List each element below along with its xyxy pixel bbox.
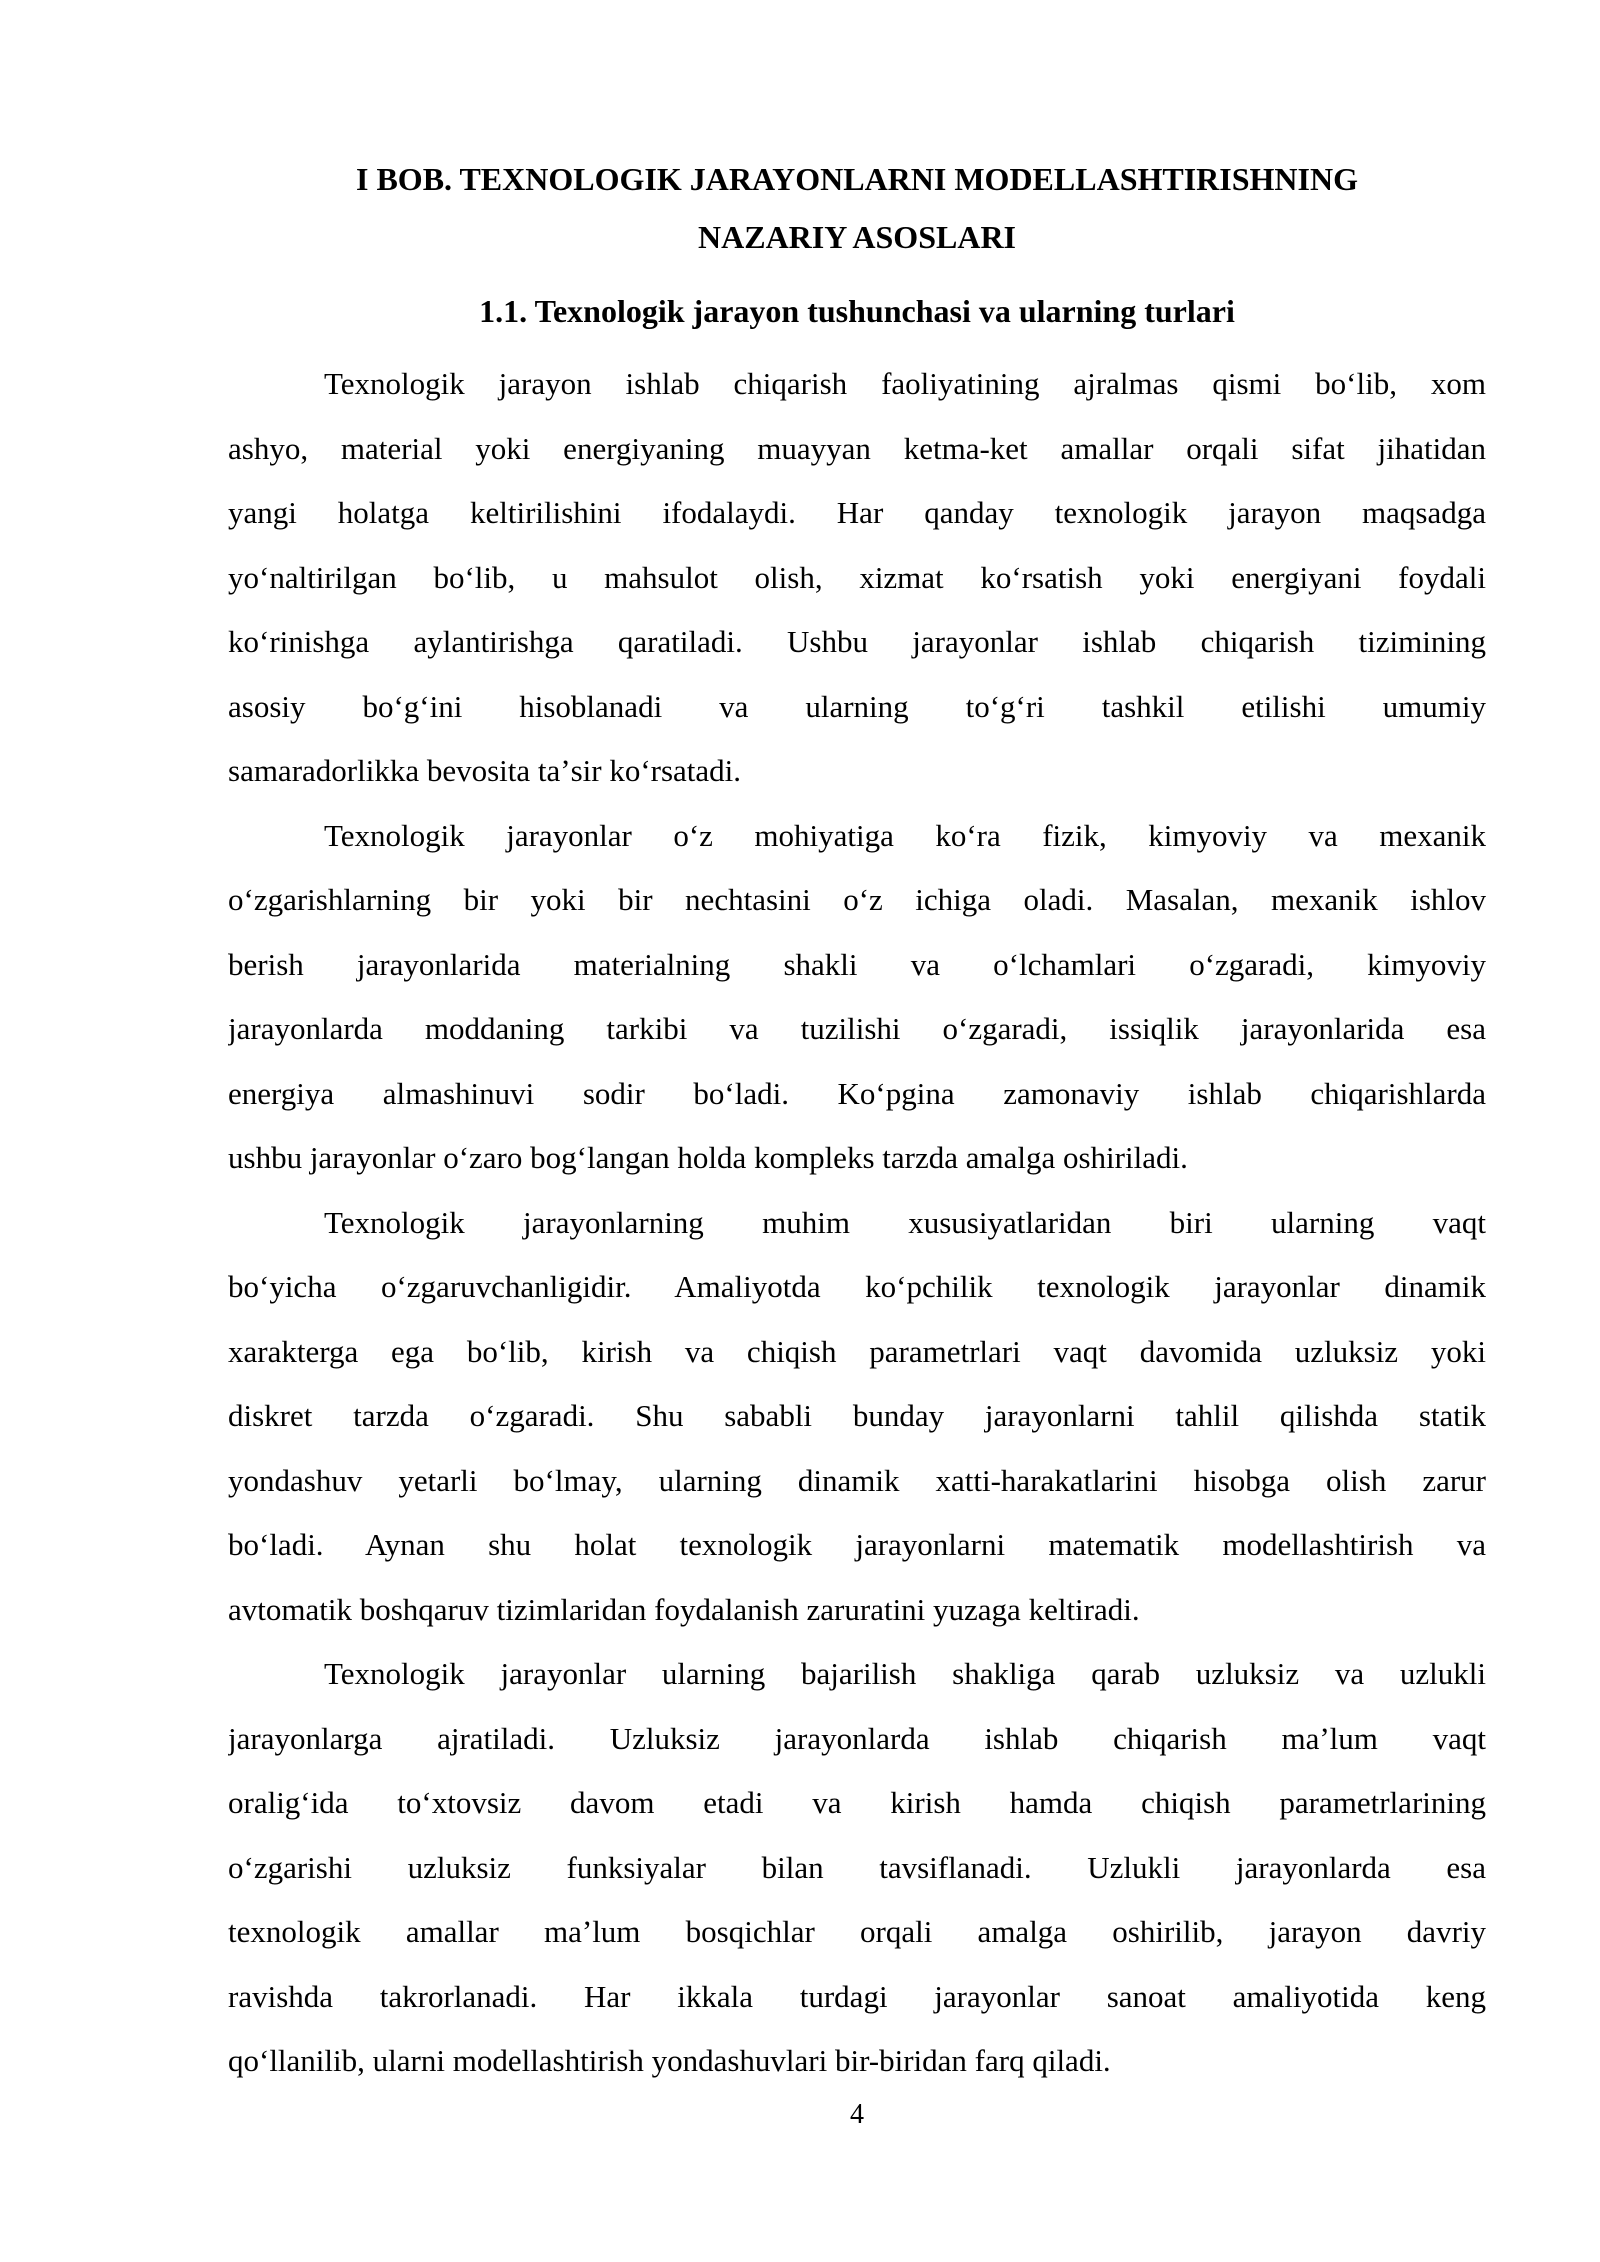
paragraph (228, 1642, 1486, 2094)
paragraph-line: ashyo, material yoki energiyaning muayyan ketma-ket amallar orqali sifat jihatidan (228, 430, 1486, 466)
chapter-title-line-2: NAZARIY ASOSLARI (698, 219, 1016, 255)
chapter-title (228, 150, 1486, 266)
paragraph-line: Texnologik jarayonlar ularning bajarilish shakliga qarab uzluksiz va uzlukli (324, 1656, 1486, 1691)
paragraph-line: boʻladi. Aynan shu holat texnologik jarayonlarni matematik modellashtirish va (228, 1527, 1486, 1562)
paragraph-line: jarayonlarda moddaning tarkibi va tuzilishi oʻzgaradi, issiqlik jarayonlarida esa (228, 1011, 1486, 1046)
paragraph-line: ushbu jarayonlar oʻzaro bogʻlangan holda kompleks tarzda amalga oshiriladi. (228, 1140, 1188, 1175)
paragraph-line: yangi holatga keltirilishini ifodalaydi. Har qanday texnologik jarayon maqsadga (228, 495, 1486, 530)
paragraph-line: oraligʻida toʻxtovsiz davom etadi va kirish hamda chiqish parametrlarining (228, 1785, 1486, 1820)
paragraph-line: jarayonlarga ajratiladi. Uzluksiz jarayonlarda ishlab chiqarish maʼlum vaqt (228, 1720, 1486, 1756)
paragraph-line: Texnologik jarayon ishlab chiqarish faoliyatining ajralmas qismi boʻlib, xom (324, 366, 1486, 401)
paragraph-line: energiya almashinuvi sodir boʻladi. Koʻpgina zamonaviy ishlab chiqarishlarda (228, 1075, 1486, 1111)
paragraph-line: berish jarayonlarida materialning shakli va oʻlchamlari oʻzgaradi, kimyoviy (228, 946, 1486, 982)
paragraph-line: yoʻnaltirilgan boʻlib, u mahsulot olish, xizmat koʻrsatish yoki energiyani foydali (228, 559, 1486, 595)
paragraph-line: samaradorlikka bevosita taʼsir koʻrsatadi. (228, 753, 742, 788)
paragraph-line: oʻzgarishlarning bir yoki bir nechtasini oʻz ichiga oladi. Masalan, mexanik ishlov (228, 882, 1486, 917)
paragraph-line: diskret tarzda oʻzgaradi. Shu sababli bunday jarayonlarni tahlil qilishda statik (228, 1398, 1486, 1433)
paragraph-line: boʻyicha oʻzgaruvchanligidir. Amaliyotda koʻpchilik texnologik jarayonlar dinamik (228, 1269, 1486, 1304)
paragraph-line: xarakterga ega boʻlib, kirish va chiqish parametrlari vaqt davomida uzluksiz yoki (228, 1333, 1486, 1369)
paragraph-line: ravishda takrorlanadi. Har ikkala turdagi jarayonlar sanoat amaliyotida keng (228, 1978, 1486, 2014)
page-number: 4 (850, 2098, 864, 2130)
chapter-title-line-1: I BOB. TEXNOLOGIK JARAYONLARNI MODELLASHTIRISHNING (356, 161, 1358, 197)
paragraph (228, 804, 1486, 1191)
paragraph-line: Texnologik jarayonlarning muhim xususiyatlaridan biri ularning vaqt (324, 1204, 1486, 1240)
page-footer (228, 2098, 1486, 2132)
paragraph-line: yondashuv yetarli boʻlmay, ularning dinamik xatti-harakatlarini hisobga olish zarur (228, 1462, 1486, 1498)
paragraph (228, 1191, 1486, 1643)
paragraph-line: qoʻllanilib, ularni modellashtirish yondashuvlari bir-biridan farq qiladi. (228, 2043, 1111, 2078)
paragraph-line: Texnologik jarayonlar oʻz mohiyatiga koʻra fizik, kimyoviy va mexanik (324, 817, 1486, 853)
body-text (228, 352, 1486, 2094)
paragraph-line: avtomatik boshqaruv tizimlaridan foydalanish zaruratini yuzaga keltiradi. (228, 1591, 1140, 1627)
paragraph (228, 352, 1486, 804)
paragraph-line: texnologik amallar maʼlum bosqichlar orqali amalga oshirilib, jarayon davriy (228, 1914, 1486, 1949)
paragraph-line: oʻzgarishi uzluksiz funksiyalar bilan tavsiflanadi. Uzlukli jarayonlarda esa (228, 1849, 1486, 1885)
section-heading: 1.1. Texnologik jarayon tushunchasi va ularning turlari (479, 293, 1235, 329)
paragraph-line: asosiy boʻgʻini hisoblanadi va ularning toʻgʻri tashkil etilishi umumiy (228, 688, 1486, 724)
paragraph-line: koʻrinishga aylantirishga qaratiladi. Ushbu jarayonlar ishlab chiqarish tizimining (228, 624, 1486, 659)
